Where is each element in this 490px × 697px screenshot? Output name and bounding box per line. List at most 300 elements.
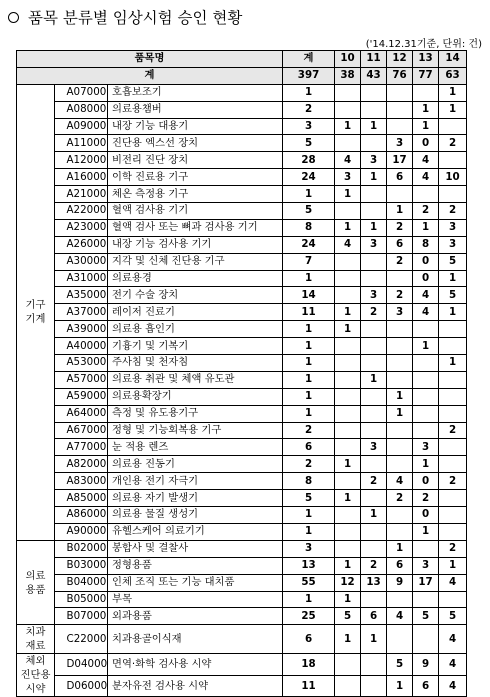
- year-count: 0: [413, 473, 439, 490]
- page-title: [8, 6, 242, 28]
- total-value: 63: [439, 67, 467, 84]
- year-count: [387, 101, 413, 118]
- year-count: 3: [413, 439, 439, 456]
- spacer-cell: [55, 439, 63, 456]
- year-count: 1: [361, 625, 387, 654]
- year-count: 1: [335, 625, 361, 654]
- item-name: 의료용확장기: [108, 388, 283, 405]
- year-count: [413, 591, 439, 608]
- year-count: 6: [413, 675, 439, 697]
- item-code: A12000: [63, 152, 108, 169]
- year-count: [439, 591, 467, 608]
- year-count: 4: [439, 654, 467, 676]
- table-row: [17, 405, 467, 422]
- table-row: [17, 608, 467, 625]
- item-code: B04000: [63, 574, 108, 591]
- year-count: [335, 675, 361, 697]
- item-total: 18: [283, 654, 335, 676]
- year-count: 1: [335, 186, 361, 203]
- item-name: 이학 진료용 기구: [108, 169, 283, 186]
- year-count: [439, 456, 467, 473]
- year-count: [361, 422, 387, 439]
- year-count: [335, 287, 361, 304]
- year-count: [439, 371, 467, 388]
- spacer-cell: [55, 523, 63, 540]
- year-count: [413, 422, 439, 439]
- year-count: [361, 675, 387, 697]
- year-count: [387, 507, 413, 524]
- year-count: 1: [387, 540, 413, 557]
- item-total: 1: [283, 84, 335, 101]
- year-count: 6: [387, 236, 413, 253]
- year-count: [439, 321, 467, 338]
- table-row: [17, 355, 467, 372]
- year-count: 2: [439, 203, 467, 220]
- item-name: 외과용품: [108, 608, 283, 625]
- item-code: B02000: [63, 540, 108, 557]
- year-count: 5: [439, 253, 467, 270]
- spacer-cell: [55, 304, 63, 321]
- year-count: [361, 405, 387, 422]
- spacer-cell: [55, 219, 63, 236]
- spacer-cell: [55, 591, 63, 608]
- spacer-cell: [55, 270, 63, 287]
- item-code: A11000: [63, 135, 108, 152]
- year-count: 3: [335, 169, 361, 186]
- spacer-cell: [55, 675, 63, 697]
- year-count: [439, 523, 467, 540]
- table-row: [17, 186, 467, 203]
- spacer-cell: [55, 625, 63, 654]
- item-total: 2: [283, 456, 335, 473]
- total-row: [17, 67, 467, 84]
- item-total: 1: [283, 270, 335, 287]
- item-total: 6: [283, 439, 335, 456]
- item-total: 8: [283, 473, 335, 490]
- item-code: A26000: [63, 236, 108, 253]
- item-code: A82000: [63, 456, 108, 473]
- item-name: 의료용 자기 발생기: [108, 490, 283, 507]
- item-name: 유헬스케어 의료기기: [108, 523, 283, 540]
- item-name: 의료용 물질 생성기: [108, 507, 283, 524]
- year-count: 2: [361, 473, 387, 490]
- item-code: A30000: [63, 253, 108, 270]
- item-total: 1: [283, 405, 335, 422]
- year-count: 0: [413, 253, 439, 270]
- item-total: 11: [283, 304, 335, 321]
- spacer-cell: [55, 507, 63, 524]
- year-count: 5: [387, 654, 413, 676]
- item-name: 측정 및 유도용기구: [108, 405, 283, 422]
- spacer-cell: [55, 355, 63, 372]
- year-count: [335, 405, 361, 422]
- year-count: [361, 456, 387, 473]
- year-count: 3: [387, 135, 413, 152]
- spacer-cell: [55, 186, 63, 203]
- year-count: 3: [387, 304, 413, 321]
- item-name: 정형 및 기능회복용 기구: [108, 422, 283, 439]
- spacer-cell: [55, 490, 63, 507]
- year-count: [335, 388, 361, 405]
- header-total: 계: [283, 51, 335, 68]
- year-count: [413, 84, 439, 101]
- item-total: 1: [283, 186, 335, 203]
- year-count: 6: [387, 169, 413, 186]
- circle-bullet-icon: [8, 12, 19, 23]
- item-code: D04000: [63, 654, 108, 676]
- spacer-cell: [55, 253, 63, 270]
- spacer-cell: [55, 371, 63, 388]
- year-count: 8: [413, 236, 439, 253]
- item-code: A23000: [63, 219, 108, 236]
- year-count: 5: [413, 608, 439, 625]
- item-total: 13: [283, 557, 335, 574]
- table-row: [17, 540, 467, 557]
- year-count: [387, 186, 413, 203]
- year-count: [413, 540, 439, 557]
- spacer-cell: [55, 84, 63, 101]
- year-count: 4: [335, 152, 361, 169]
- item-code: A57000: [63, 371, 108, 388]
- year-count: [361, 355, 387, 372]
- year-count: [335, 371, 361, 388]
- year-count: 17: [413, 574, 439, 591]
- item-total: 28: [283, 152, 335, 169]
- item-total: 3: [283, 540, 335, 557]
- item-name: 의료용 진동기: [108, 456, 283, 473]
- spacer-cell: [55, 473, 63, 490]
- item-code: A09000: [63, 118, 108, 135]
- item-code: A77000: [63, 439, 108, 456]
- item-total: 24: [283, 169, 335, 186]
- spacer-cell: [55, 422, 63, 439]
- year-count: 1: [387, 203, 413, 220]
- item-total: 25: [283, 608, 335, 625]
- year-count: [361, 490, 387, 507]
- table-row: [17, 321, 467, 338]
- year-count: [361, 540, 387, 557]
- table-row: [17, 270, 467, 287]
- spacer-cell: [55, 321, 63, 338]
- year-count: [335, 101, 361, 118]
- year-count: [335, 203, 361, 220]
- year-count: 5: [439, 608, 467, 625]
- item-name: 호흡보조기: [108, 84, 283, 101]
- year-count: 0: [413, 135, 439, 152]
- year-count: 1: [413, 338, 439, 355]
- spacer-cell: [55, 203, 63, 220]
- year-count: [413, 405, 439, 422]
- item-code: C22000: [63, 625, 108, 654]
- year-count: 2: [413, 203, 439, 220]
- table-row: [17, 287, 467, 304]
- year-count: 0: [413, 270, 439, 287]
- year-count: [387, 591, 413, 608]
- table-row: [17, 152, 467, 169]
- year-count: [361, 84, 387, 101]
- year-count: [413, 388, 439, 405]
- item-code: B07000: [63, 608, 108, 625]
- item-name: 레이저 진료기: [108, 304, 283, 321]
- header-item: 품목명: [17, 51, 283, 68]
- year-count: 4: [439, 574, 467, 591]
- item-name: 의료용 흡인기: [108, 321, 283, 338]
- year-count: [361, 654, 387, 676]
- spacer-cell: [55, 287, 63, 304]
- table-row: [17, 523, 467, 540]
- year-count: 1: [439, 355, 467, 372]
- year-count: 2: [439, 135, 467, 152]
- year-count: 3: [439, 219, 467, 236]
- spacer-cell: [55, 169, 63, 186]
- year-count: [335, 523, 361, 540]
- year-count: 2: [387, 490, 413, 507]
- year-count: 1: [361, 219, 387, 236]
- item-total: 11: [283, 675, 335, 697]
- year-count: [361, 270, 387, 287]
- category-label: 의료 용품: [17, 540, 55, 624]
- year-count: [387, 439, 413, 456]
- year-count: 1: [439, 557, 467, 574]
- year-count: 1: [413, 523, 439, 540]
- year-count: 4: [413, 152, 439, 169]
- year-count: [439, 490, 467, 507]
- item-code: A21000: [63, 186, 108, 203]
- spacer-cell: [55, 608, 63, 625]
- spacer-cell: [55, 540, 63, 557]
- item-name: 눈 적용 렌즈: [108, 439, 283, 456]
- item-name: 지각 및 신체 진단용 기구: [108, 253, 283, 270]
- year-count: 4: [439, 675, 467, 697]
- item-code: A35000: [63, 287, 108, 304]
- year-count: 3: [361, 236, 387, 253]
- year-count: [387, 338, 413, 355]
- spacer-cell: [55, 456, 63, 473]
- table-row: [17, 236, 467, 253]
- table-row: [17, 473, 467, 490]
- item-total: 7: [283, 253, 335, 270]
- item-name: 진단용 엑스선 장치: [108, 135, 283, 152]
- item-code: A37000: [63, 304, 108, 321]
- year-count: [439, 388, 467, 405]
- item-total: 1: [283, 388, 335, 405]
- year-count: 6: [361, 608, 387, 625]
- item-code: A85000: [63, 490, 108, 507]
- year-count: [361, 253, 387, 270]
- item-total: 1: [283, 355, 335, 372]
- year-count: [439, 118, 467, 135]
- item-name: 면역·화학 검사용 시약: [108, 654, 283, 676]
- item-name: 정형용품: [108, 557, 283, 574]
- header-year: 11: [361, 51, 387, 68]
- item-name: 주사침 및 천자침: [108, 355, 283, 372]
- item-code: A31000: [63, 270, 108, 287]
- year-count: [361, 135, 387, 152]
- year-count: 1: [413, 456, 439, 473]
- item-code: A16000: [63, 169, 108, 186]
- year-count: 3: [361, 287, 387, 304]
- year-count: 4: [387, 608, 413, 625]
- year-count: [387, 523, 413, 540]
- year-count: 4: [335, 236, 361, 253]
- item-code: D06000: [63, 675, 108, 697]
- item-total: 5: [283, 490, 335, 507]
- table-row: [17, 456, 467, 473]
- year-count: 2: [439, 422, 467, 439]
- year-count: [439, 152, 467, 169]
- table-row: [17, 654, 467, 676]
- year-count: 1: [387, 388, 413, 405]
- year-count: [335, 253, 361, 270]
- table-row: [17, 371, 467, 388]
- year-count: [335, 84, 361, 101]
- header-year: 10: [335, 51, 361, 68]
- item-code: A90000: [63, 523, 108, 540]
- year-count: 2: [439, 540, 467, 557]
- spacer-cell: [55, 388, 63, 405]
- year-count: [387, 625, 413, 654]
- table-row: [17, 118, 467, 135]
- year-count: 1: [439, 84, 467, 101]
- year-count: 17: [387, 152, 413, 169]
- table-row: [17, 557, 467, 574]
- year-count: 1: [361, 169, 387, 186]
- year-count: [439, 338, 467, 355]
- year-count: [413, 355, 439, 372]
- item-total: 1: [283, 338, 335, 355]
- year-count: [361, 321, 387, 338]
- table-row: [17, 338, 467, 355]
- year-count: [413, 186, 439, 203]
- year-count: 3: [361, 152, 387, 169]
- item-code: B05000: [63, 591, 108, 608]
- table-row: [17, 625, 467, 654]
- year-count: [387, 84, 413, 101]
- item-code: A40000: [63, 338, 108, 355]
- item-name: 기흉기 및 기복기: [108, 338, 283, 355]
- year-count: [387, 422, 413, 439]
- item-total: 3: [283, 118, 335, 135]
- year-count: [361, 186, 387, 203]
- item-total: 1: [283, 591, 335, 608]
- year-count: [335, 654, 361, 676]
- item-total: 6: [283, 625, 335, 654]
- year-count: 2: [387, 219, 413, 236]
- item-name: 전기 수술 장치: [108, 287, 283, 304]
- item-code: A53000: [63, 355, 108, 372]
- total-value: 397: [283, 67, 335, 84]
- year-count: [387, 270, 413, 287]
- year-count: 1: [387, 405, 413, 422]
- year-count: 1: [335, 304, 361, 321]
- table-row: [17, 101, 467, 118]
- year-count: [439, 405, 467, 422]
- item-total: 8: [283, 219, 335, 236]
- year-count: 9: [413, 654, 439, 676]
- year-count: 1: [361, 118, 387, 135]
- item-name: 내장 기능 검사용 기기: [108, 236, 283, 253]
- year-count: 12: [335, 574, 361, 591]
- year-count: [335, 135, 361, 152]
- item-name: 비전리 진단 장치: [108, 152, 283, 169]
- year-count: 5: [335, 608, 361, 625]
- item-code: A39000: [63, 321, 108, 338]
- item-name: 봉합사 및 결찰사: [108, 540, 283, 557]
- year-count: 1: [439, 101, 467, 118]
- year-count: 1: [335, 219, 361, 236]
- item-name: 개인용 전기 자극기: [108, 473, 283, 490]
- item-name: 체온 측정용 기구: [108, 186, 283, 203]
- year-count: 2: [361, 304, 387, 321]
- spacer-cell: [55, 135, 63, 152]
- item-total: 55: [283, 574, 335, 591]
- table-row: [17, 253, 467, 270]
- year-count: 2: [387, 287, 413, 304]
- year-count: 10: [439, 169, 467, 186]
- year-count: 1: [335, 557, 361, 574]
- header-year: 14: [439, 51, 467, 68]
- year-count: 3: [361, 439, 387, 456]
- spacer-cell: [55, 405, 63, 422]
- approval-table: [16, 50, 467, 697]
- year-count: 1: [361, 371, 387, 388]
- year-count: [335, 338, 361, 355]
- year-count: 0: [413, 507, 439, 524]
- table-row: [17, 439, 467, 456]
- item-name: 부목: [108, 591, 283, 608]
- table-row: [17, 422, 467, 439]
- year-count: [361, 338, 387, 355]
- year-count: 2: [413, 490, 439, 507]
- header-year: 12: [387, 51, 413, 68]
- year-count: [361, 388, 387, 405]
- item-code: A83000: [63, 473, 108, 490]
- total-value: 38: [335, 67, 361, 84]
- year-count: [439, 507, 467, 524]
- table-row: [17, 591, 467, 608]
- year-count: 2: [439, 473, 467, 490]
- year-count: 4: [413, 304, 439, 321]
- year-count: [439, 186, 467, 203]
- year-count: [335, 540, 361, 557]
- item-code: B03000: [63, 557, 108, 574]
- item-total: 1: [283, 523, 335, 540]
- year-count: 1: [335, 490, 361, 507]
- year-count: [387, 456, 413, 473]
- category-label: 체외 진단용 시약: [17, 654, 55, 697]
- item-code: A22000: [63, 203, 108, 220]
- year-count: 1: [413, 101, 439, 118]
- item-total: 24: [283, 236, 335, 253]
- spacer-cell: [55, 236, 63, 253]
- category-label: 기구 기계: [17, 84, 55, 540]
- spacer-cell: [55, 101, 63, 118]
- item-code: A59000: [63, 388, 108, 405]
- table-row: [17, 135, 467, 152]
- year-count: [387, 118, 413, 135]
- table-row: [17, 219, 467, 236]
- year-count: 1: [439, 270, 467, 287]
- year-count: 9: [387, 574, 413, 591]
- item-total: 1: [283, 321, 335, 338]
- year-count: [335, 507, 361, 524]
- year-count: [335, 422, 361, 439]
- year-count: [335, 473, 361, 490]
- year-count: 3: [439, 236, 467, 253]
- item-total: 2: [283, 422, 335, 439]
- year-count: 6: [387, 557, 413, 574]
- total-label: 계: [17, 67, 283, 84]
